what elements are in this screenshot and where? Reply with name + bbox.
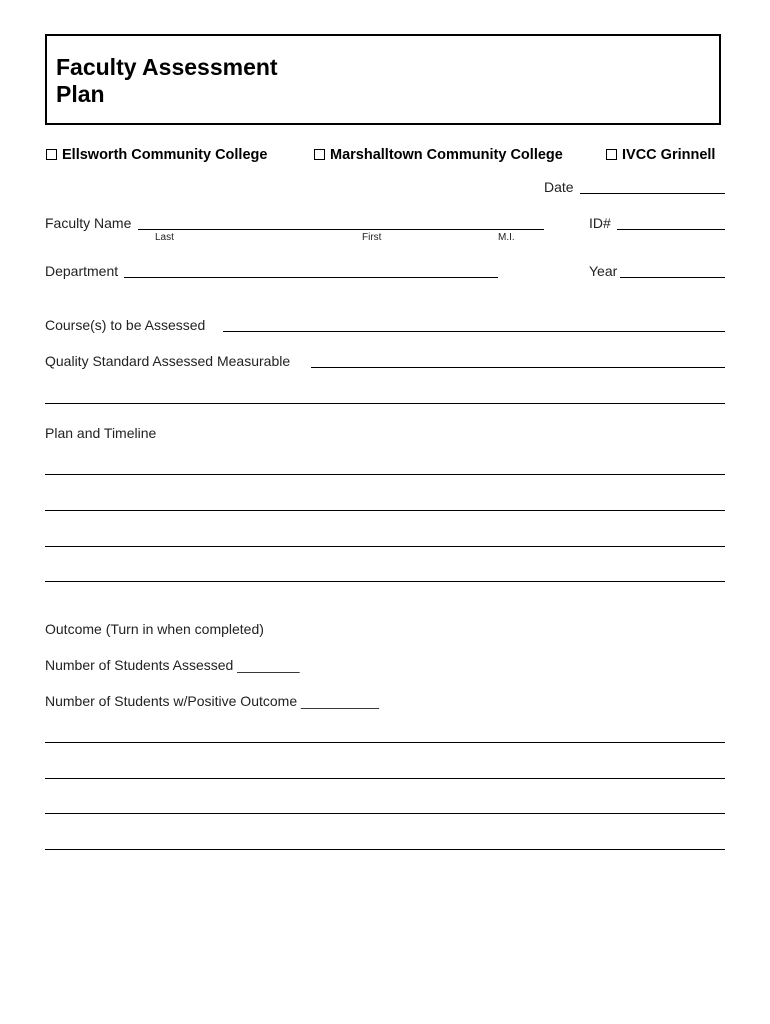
checkbox-icon[interactable] [46, 149, 57, 160]
students-assessed-label: Number of Students Assessed [45, 657, 234, 673]
outcome-heading: Outcome (Turn in when completed) [45, 621, 264, 637]
date-field[interactable] [580, 180, 725, 194]
students-positive-label: Number of Students w/Positive Outcome [45, 693, 298, 709]
outcome-line-3[interactable] [45, 800, 725, 814]
form-title [56, 54, 278, 108]
title-line-1: Faculty Assessment [56, 54, 278, 80]
plan-line-1[interactable] [45, 461, 725, 475]
faculty-name-label: Faculty Name [45, 215, 132, 231]
year-label: Year [589, 263, 618, 279]
plan-line-4[interactable] [45, 568, 725, 582]
college-label: Marshalltown Community College [330, 147, 563, 163]
quality-standard-line-2[interactable] [45, 390, 725, 404]
outcome-line-2[interactable] [45, 765, 725, 779]
name-part-mi: M.I. [498, 232, 515, 243]
quality-standard-label: Quality Standard Assessed Measurable [45, 353, 291, 369]
college-label: IVCC Grinnell [622, 147, 716, 163]
id-field[interactable] [617, 216, 725, 230]
date-label: Date [544, 179, 574, 195]
outcome-line-4[interactable] [45, 836, 725, 850]
name-part-last: Last [155, 232, 174, 243]
quality-standard-field[interactable] [311, 354, 725, 368]
college-option-ivcc-grinnell[interactable] [606, 147, 715, 163]
plan-line-2[interactable] [45, 497, 725, 511]
checkbox-icon[interactable] [314, 149, 325, 160]
year-field[interactable] [620, 264, 725, 278]
college-option-marshalltown[interactable] [314, 147, 563, 163]
outcome-line-1[interactable] [45, 729, 725, 743]
plan-line-3[interactable] [45, 533, 725, 547]
college-label: Ellsworth Community College [62, 147, 268, 163]
college-option-ellsworth[interactable] [46, 147, 267, 163]
students-positive-blank[interactable]: __________ [301, 693, 379, 709]
id-label: ID# [589, 215, 611, 231]
students-assessed-row [45, 657, 300, 673]
title-line-2: Plan [56, 81, 105, 107]
checkbox-icon[interactable] [606, 149, 617, 160]
plan-timeline-label: Plan and Timeline [45, 425, 157, 441]
students-assessed-blank[interactable]: ________ [237, 657, 300, 673]
department-label: Department [45, 263, 119, 279]
department-field[interactable] [124, 264, 498, 278]
courses-label: Course(s) to be Assessed [45, 317, 206, 333]
faculty-name-field[interactable] [138, 216, 544, 230]
name-part-first: First [362, 232, 382, 243]
courses-field[interactable] [223, 318, 725, 332]
students-positive-row [45, 693, 379, 709]
